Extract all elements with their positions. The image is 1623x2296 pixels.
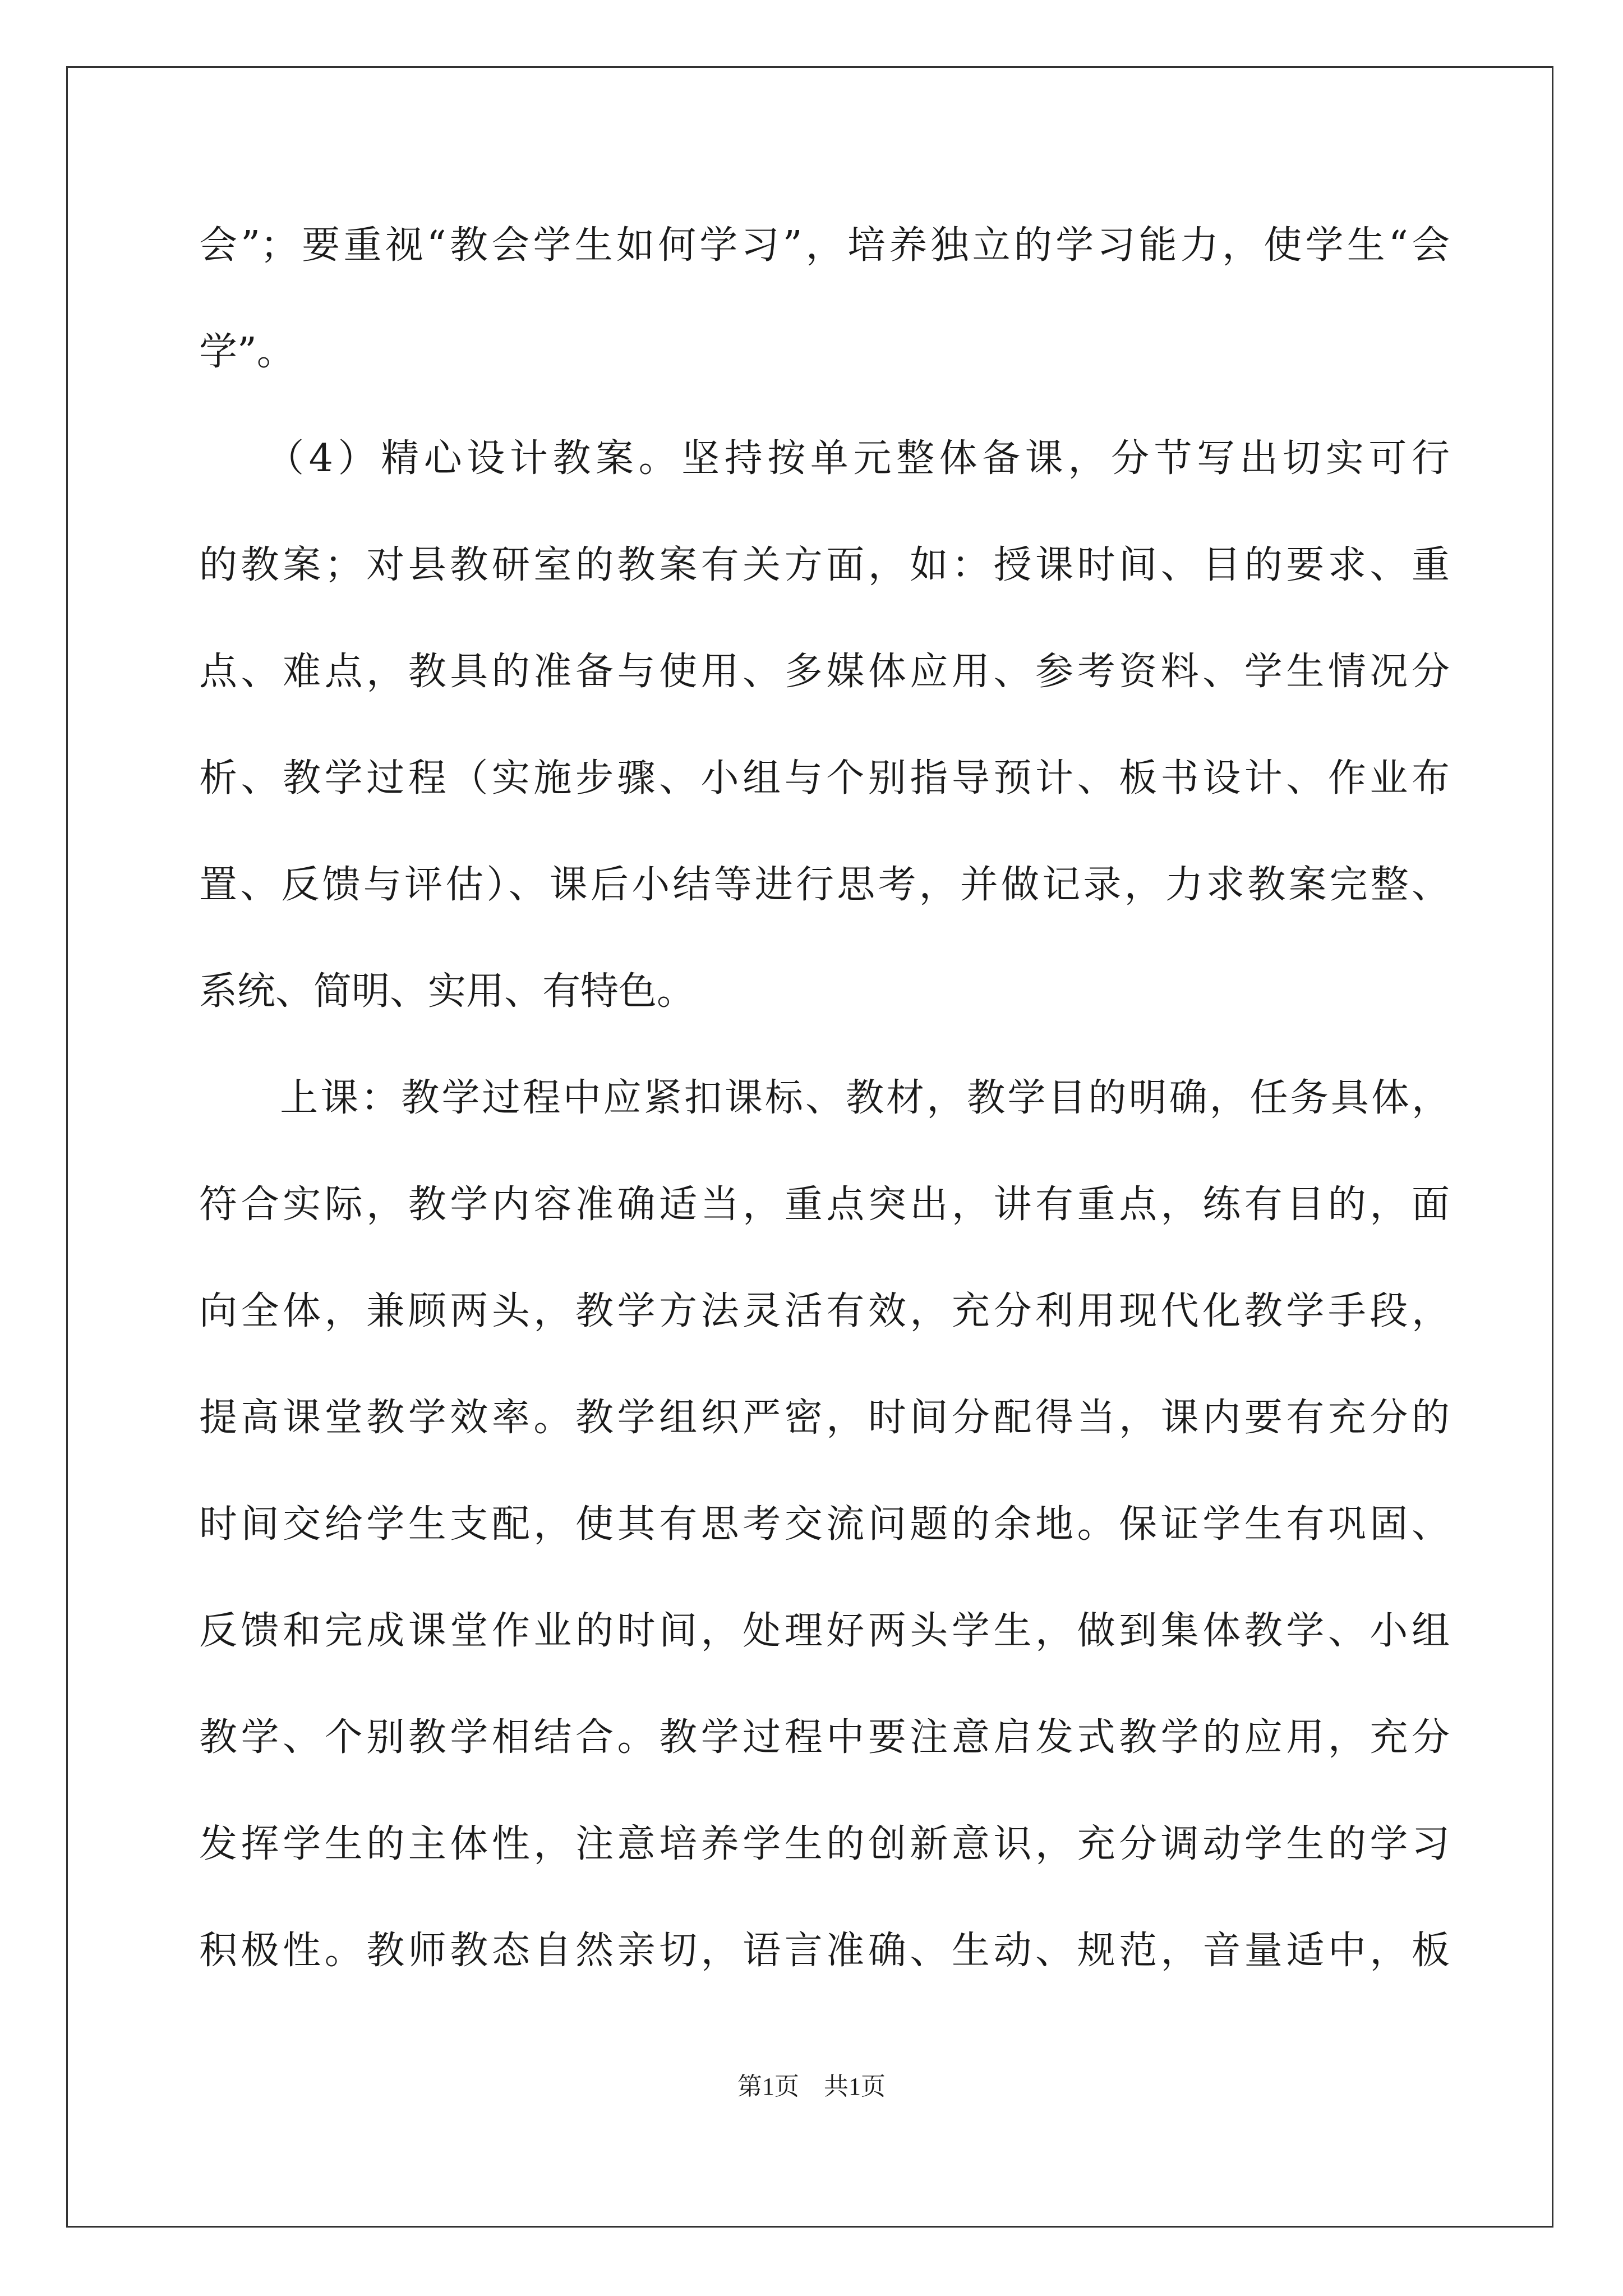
text-line: 符合实际，教学内容准确适当，重点突出，讲有重点，练有目的，面 — [199, 1182, 1450, 1227]
text-line: 教学、个别教学相结合。教学过程中要注意启发式教学的应用，充分 — [199, 1715, 1450, 1760]
text-line: 反馈和完成课堂作业的时间，处理好两头学生，做到集体教学、小组 — [199, 1609, 1450, 1653]
text-line: 会”；要重视“教会学生如何学习”，培养独立的学习能力，使学生“会 — [199, 223, 1450, 268]
text-line: 积极性。教师教态自然亲切，语言准确、生动、规范，音量适中，板 — [199, 1929, 1450, 1973]
text-line: （4）精心设计教案。坚持按单元整体备课，分节写出切实可行 — [199, 436, 1450, 481]
text-line: 向全体，兼顾两头，教学方法灵活有效，充分利用现代化教学手段， — [199, 1289, 1450, 1333]
text-line: 点、难点，教具的准备与使用、多媒体应用、参考资料、学生情况分 — [199, 650, 1450, 694]
text-line: 析、教学过程（实施步骤、小组与个别指导预计、板书设计、作业布 — [199, 756, 1450, 800]
text-line: 发挥学生的主体性，注意培养学生的创新意识，充分调动学生的学习 — [199, 1822, 1450, 1866]
text-line: 置、反馈与评估）、课后小结等进行思考，并做记录，力求教案完整、 — [199, 863, 1450, 907]
text-line: 时间交给学生支配，使其有思考交流问题的余地。保证学生有巩固、 — [199, 1502, 1450, 1547]
text-line: 系统、简明、实用、有特色。 — [199, 969, 695, 1014]
page-border — [66, 66, 1553, 2228]
text-line: 提高课堂教学效率。教学组织严密，时间分配得当，课内要有充分的 — [199, 1396, 1450, 1440]
page-number-footer: 第1页 共1页 — [737, 2073, 886, 2100]
text-line: 学”。 — [199, 330, 295, 374]
text-line: 的教案；对县教研室的教案有关方面，如：授课时间、目的要求、重 — [199, 543, 1450, 587]
text-line: 上课：教学过程中应紧扣课标、教材，教学目的明确，任务具体， — [199, 1076, 1450, 1120]
